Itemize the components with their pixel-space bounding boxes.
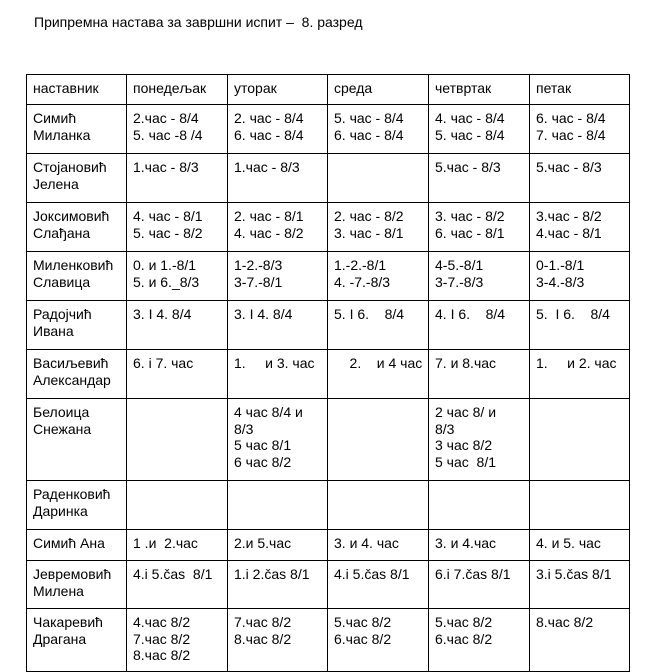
cell-tuesday xyxy=(228,481,328,530)
header-cell-tuesday: уторак xyxy=(228,75,328,105)
cell-tuesday: 1.час - 8/3 xyxy=(228,154,328,203)
cell-monday: 4.i 5.čas 8/1 xyxy=(127,561,228,609)
cell-monday: 4.час 8/2 7.час 8/2 8.час 8/2 xyxy=(127,609,228,672)
cell-thursday: 7. и 8.час xyxy=(429,350,530,399)
cell-teacher: Јевремовић Милена xyxy=(27,561,127,609)
table-row xyxy=(27,561,630,609)
cell-thursday: 4. час - 8/4 5. час - 8/4 xyxy=(429,105,530,154)
cell-wednesday: 2. час - 8/2 3. час - 8/1 xyxy=(328,203,429,252)
cell-thursday: 6.i 7.čas 8/1 xyxy=(429,561,530,609)
cell-monday: 1 .и 2.час xyxy=(127,530,228,561)
cell-wednesday: 5.час 8/2 6.час 8/2 xyxy=(328,609,429,672)
table-row xyxy=(27,350,630,399)
cell-friday: 1. и 2. час xyxy=(530,350,630,399)
cell-wednesday: 5. час - 8/4 6. час - 8/4 xyxy=(328,105,429,154)
cell-teacher: Јоксимовић Слађана xyxy=(27,203,127,252)
cell-thursday xyxy=(429,481,530,530)
cell-tuesday: 2. час - 8/4 6. час - 8/4 xyxy=(228,105,328,154)
cell-monday: 4. час - 8/1 5. час - 8/2 xyxy=(127,203,228,252)
cell-wednesday: 1.-2.-8/1 4. -7.-8/3 xyxy=(328,252,429,301)
cell-thursday: 4-5.-8/1 3-7.-8/3 xyxy=(429,252,530,301)
cell-thursday: 5.час 8/2 6.час 8/2 xyxy=(429,609,530,672)
table-row xyxy=(27,301,630,350)
cell-tuesday: 3. I 4. 8/4 xyxy=(228,301,328,350)
cell-thursday: 3. час - 8/2 6. час - 8/1 xyxy=(429,203,530,252)
cell-teacher: Симић Миланка xyxy=(27,105,127,154)
header-cell-wednesday: среда xyxy=(328,75,429,105)
cell-wednesday: 2. и 4 час xyxy=(328,350,429,399)
cell-tuesday: 1-2.-8/3 3-7.-8/1 xyxy=(228,252,328,301)
cell-tuesday: 7.час 8/2 8.час 8/2 xyxy=(228,609,328,672)
header-cell-teacher: наставник xyxy=(27,75,127,105)
table-row xyxy=(27,399,630,481)
cell-wednesday xyxy=(328,399,429,481)
cell-friday xyxy=(530,399,630,481)
cell-teacher: Чакаревић Драгана xyxy=(27,609,127,672)
cell-monday: 2.час - 8/4 5. час -8 /4 xyxy=(127,105,228,154)
cell-friday: 8.час 8/2 xyxy=(530,609,630,672)
cell-teacher: Стојановић Јелена xyxy=(27,154,127,203)
table-row xyxy=(27,530,630,561)
table-row xyxy=(27,105,630,154)
cell-friday: 6. час - 8/4 7. час - 8/4 xyxy=(530,105,630,154)
cell-teacher: Радојчић Ивана xyxy=(27,301,127,350)
table-header-row xyxy=(27,75,630,105)
cell-monday: 0. и 1.-8/1 5. и 6._8/3 xyxy=(127,252,228,301)
cell-wednesday: 4.i 5.čas 8/1 xyxy=(328,561,429,609)
cell-friday: 5. I 6. 8/4 xyxy=(530,301,630,350)
cell-wednesday xyxy=(328,481,429,530)
cell-teacher: Васиљевић Александар xyxy=(27,350,127,399)
schedule-table xyxy=(26,74,630,672)
cell-friday: 3.час - 8/2 4.час - 8/1 xyxy=(530,203,630,252)
cell-wednesday: 3. и 4. час xyxy=(328,530,429,561)
header-cell-friday: петак xyxy=(530,75,630,105)
cell-monday xyxy=(127,481,228,530)
cell-friday: 4. и 5. час xyxy=(530,530,630,561)
cell-teacher: Белоица Снежана xyxy=(27,399,127,481)
cell-friday: 5.час - 8/3 xyxy=(530,154,630,203)
cell-tuesday: 2. час - 8/1 4. час - 8/2 xyxy=(228,203,328,252)
cell-friday: 0-1.-8/1 3-4.-8/3 xyxy=(530,252,630,301)
cell-friday: 3.i 5.čas 8/1 xyxy=(530,561,630,609)
cell-thursday: 3. и 4.час xyxy=(429,530,530,561)
cell-wednesday: 5. I 6. 8/4 xyxy=(328,301,429,350)
cell-tuesday: 1. и 3. час xyxy=(228,350,328,399)
cell-monday: 1.час - 8/3 xyxy=(127,154,228,203)
cell-monday xyxy=(127,399,228,481)
cell-tuesday: 4 час 8/4 и 8/3 5 час 8/1 6 час 8/2 xyxy=(228,399,328,481)
table-row xyxy=(27,203,630,252)
cell-thursday: 5.час - 8/3 xyxy=(429,154,530,203)
table-row xyxy=(27,481,630,530)
cell-thursday: 4. I 6. 8/4 xyxy=(429,301,530,350)
cell-teacher: Раденковић Даринка xyxy=(27,481,127,530)
table-row xyxy=(27,609,630,672)
cell-friday xyxy=(530,481,630,530)
table-row xyxy=(27,252,630,301)
cell-teacher: Симић Ана xyxy=(27,530,127,561)
cell-teacher: Миленковић Славица xyxy=(27,252,127,301)
cell-tuesday: 1.i 2.čas 8/1 xyxy=(228,561,328,609)
cell-tuesday: 2.и 5.час xyxy=(228,530,328,561)
cell-wednesday xyxy=(328,154,429,203)
header-cell-thursday: четвртак xyxy=(429,75,530,105)
document-title: Припремна настава за завршни испит – 8. разред xyxy=(34,14,363,30)
cell-monday: 6. i 7. час xyxy=(127,350,228,399)
table-row xyxy=(27,154,630,203)
cell-thursday: 2 час 8/ и 8/3 3 час 8/2 5 час 8/1 xyxy=(429,399,530,481)
cell-monday: 3. I 4. 8/4 xyxy=(127,301,228,350)
header-cell-monday: понедељак xyxy=(127,75,228,105)
